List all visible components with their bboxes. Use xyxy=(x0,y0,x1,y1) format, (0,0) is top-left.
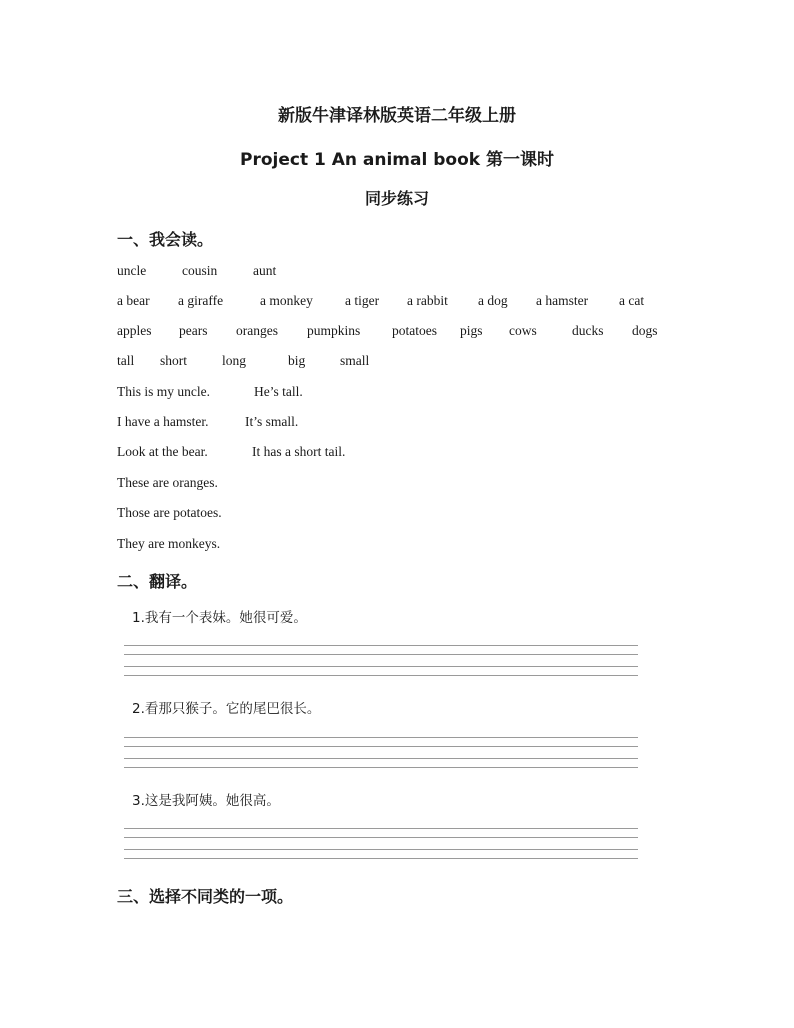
writing-line xyxy=(124,849,638,850)
word-item: apples xyxy=(117,323,152,338)
doc-subtitle: Project 1 An animal book 第一课时 xyxy=(239,150,554,170)
sentence-part: He’s tall. xyxy=(254,384,303,399)
word-row xyxy=(0,293,794,313)
word-item: pigs xyxy=(460,323,483,338)
word-item: big xyxy=(288,353,306,368)
word-item: a monkey xyxy=(260,293,313,308)
word-item: a giraffe xyxy=(178,293,224,308)
sentence-line xyxy=(117,505,222,521)
writing-line xyxy=(124,675,638,676)
word-item: a rabbit xyxy=(407,293,448,308)
writing-line xyxy=(124,767,638,768)
writing-line xyxy=(124,746,638,747)
sentence-line xyxy=(117,444,346,460)
writing-line xyxy=(124,645,638,646)
word-item: dogs xyxy=(632,323,658,338)
word-item: ducks xyxy=(572,323,604,338)
word-item: a hamster xyxy=(536,293,589,308)
word-item: oranges xyxy=(236,323,278,338)
word-item: cows xyxy=(509,323,537,338)
section-1-heading: 一、我会读。 xyxy=(117,230,214,249)
sentence-part: It’s small. xyxy=(245,414,299,429)
writing-line xyxy=(124,828,638,829)
word-item: uncle xyxy=(117,263,147,278)
writing-line xyxy=(124,858,638,859)
word-item: small xyxy=(340,353,370,368)
sentence-part: Look at the bear. xyxy=(117,444,208,459)
sentence-line xyxy=(117,475,218,491)
word-item: pears xyxy=(179,323,208,338)
word-row xyxy=(0,353,794,373)
writing-line xyxy=(124,737,638,738)
section-3-heading: 三、选择不同类的一项。 xyxy=(117,887,294,906)
translation-question: 3.这是我阿姨。她很高。 xyxy=(132,793,280,809)
writing-line xyxy=(124,654,638,655)
sentence-line xyxy=(117,384,303,400)
writing-line xyxy=(124,837,638,838)
word-item: long xyxy=(222,353,247,368)
section-2-heading: 二、翻译。 xyxy=(117,572,198,591)
sentence-part: They are monkeys. xyxy=(117,536,221,551)
sentence-part: It has a short tail. xyxy=(252,444,346,459)
writing-line xyxy=(124,758,638,759)
sentence-part: Those are potatoes. xyxy=(117,505,222,520)
word-item: a tiger xyxy=(345,293,380,308)
sentence-part: This is my uncle. xyxy=(117,384,210,399)
word-item: a cat xyxy=(619,293,645,308)
word-item: tall xyxy=(117,353,135,368)
sentence-line xyxy=(117,414,299,430)
sentence-part: I have a hamster. xyxy=(117,414,209,429)
doc-title: 新版牛津译林版英语二年级上册 xyxy=(278,106,516,126)
word-item: short xyxy=(160,353,187,368)
writing-line xyxy=(124,666,638,667)
translation-question: 1.我有一个表妹。她很可爱。 xyxy=(132,610,307,626)
word-item: cousin xyxy=(182,263,218,278)
word-item: potatoes xyxy=(392,323,437,338)
word-row xyxy=(0,263,794,283)
sentence-part: These are oranges. xyxy=(117,475,218,490)
sentence-line xyxy=(117,536,220,552)
translation-question: 2.看那只猴子。它的尾巴很长。 xyxy=(132,701,321,717)
doc-subtitle-2: 同步练习 xyxy=(364,189,429,208)
word-item: pumpkins xyxy=(307,323,361,338)
word-item: aunt xyxy=(253,263,277,278)
word-row xyxy=(0,323,794,343)
word-item: a bear xyxy=(117,293,150,308)
word-item: a dog xyxy=(478,293,508,308)
